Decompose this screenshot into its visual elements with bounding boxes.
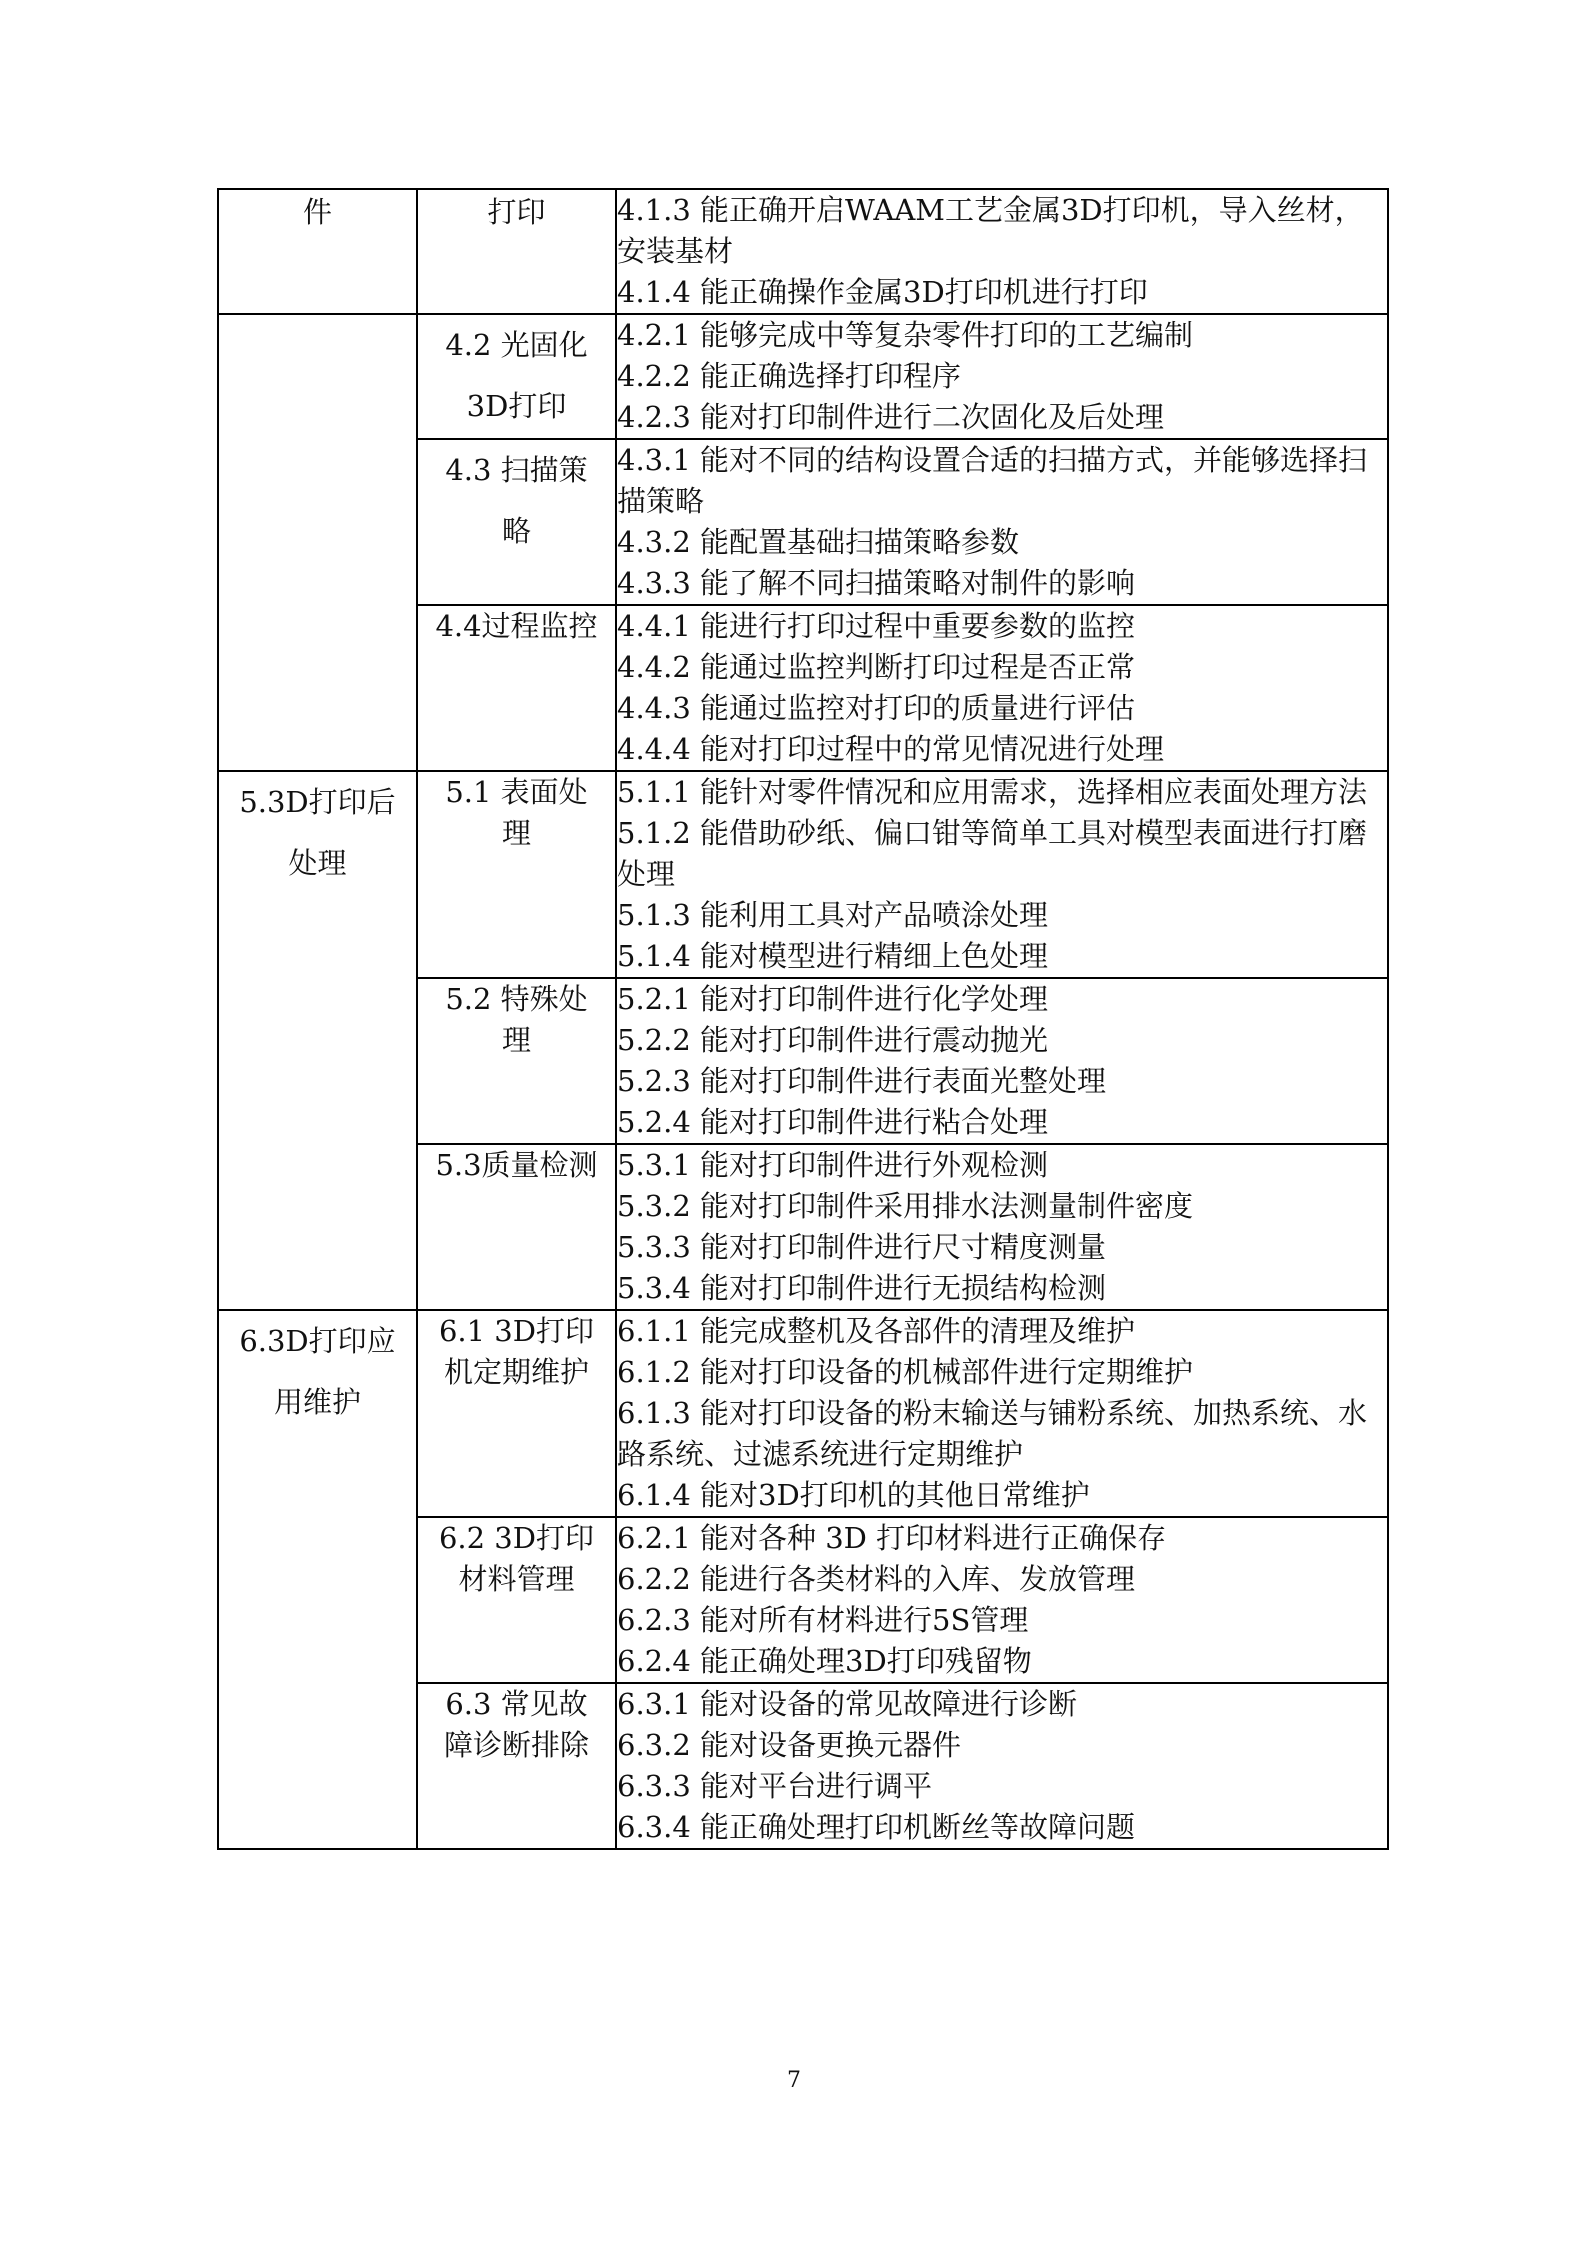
unit-title-line: 材料管理 xyxy=(458,1562,575,1596)
module-cell xyxy=(218,1310,417,1849)
skill-item: 6.2.1 能对各种 3D 打印材料进行正确保存 xyxy=(617,1521,1167,1555)
unit-title-line: 理 xyxy=(501,1023,531,1057)
module-label-line: 用维护 xyxy=(273,1385,361,1419)
unit-title-line: 打印 xyxy=(487,195,546,229)
skill-item: 5.1.2 能借助砂纸、偏口钳等简单工具对模型表面进行打磨处理 xyxy=(617,816,1368,891)
skill-item: 4.3.3 能了解不同扫描策略对制件的影响 xyxy=(617,566,1136,600)
table-row xyxy=(218,314,1388,439)
unit-title-line: 5.1 表面处 xyxy=(445,775,588,809)
skill-item: 4.2.1 能够完成中等复杂零件打印的工艺编制 xyxy=(617,318,1194,352)
skill-item: 5.3.2 能对打印制件采用排水法测量制件密度 xyxy=(617,1189,1194,1223)
skill-item: 6.3.4 能正确处理打印机断丝等故障问题 xyxy=(617,1810,1136,1844)
unit-title-line: 略 xyxy=(501,514,531,548)
skill-items-cell xyxy=(616,189,1388,314)
skill-item: 4.4.4 能对打印过程中的常见情况进行处理 xyxy=(617,732,1165,766)
unit-title-line: 6.1 3D打印 xyxy=(438,1314,595,1348)
module-label-line: 6.3D打印应 xyxy=(239,1324,396,1358)
skill-items-cell xyxy=(616,1144,1388,1310)
table-row xyxy=(218,771,1388,978)
skill-item: 4.3.1 能对不同的结构设置合适的扫描方式，并能够选择扫描策略 xyxy=(617,443,1368,518)
module-label: 件 xyxy=(302,195,332,229)
skill-item: 4.1.3 能正确开启WAAM工艺金属3D打印机，导入丝材，安装基材 xyxy=(617,193,1364,268)
unit-title-line: 6.2 3D打印 xyxy=(438,1521,595,1555)
unit-title-line: 4.3 扫描策 xyxy=(445,453,588,487)
unit-cell xyxy=(417,1683,616,1849)
skill-item: 5.3.4 能对打印制件进行无损结构检测 xyxy=(617,1271,1107,1305)
unit-cell xyxy=(417,1310,616,1517)
skill-item: 4.4.2 能通过监控判断打印过程是否正常 xyxy=(617,650,1136,684)
skill-item: 5.2.2 能对打印制件进行震动抛光 xyxy=(617,1023,1049,1057)
skill-item: 5.1.3 能利用工具对产品喷涂处理 xyxy=(617,898,1049,932)
unit-cell xyxy=(417,439,616,605)
skill-item: 4.4.1 能进行打印过程中重要参数的监控 xyxy=(617,609,1136,643)
skill-item: 4.2.3 能对打印制件进行二次固化及后处理 xyxy=(617,400,1165,434)
unit-title-line: 4.4过程监控 xyxy=(435,609,598,643)
unit-cell xyxy=(417,1517,616,1683)
skill-items-cell xyxy=(616,978,1388,1144)
page-number: 7 xyxy=(787,2068,801,2093)
skill-items-cell xyxy=(616,314,1388,439)
skill-item: 5.1.4 能对模型进行精细上色处理 xyxy=(617,939,1049,973)
skill-item: 5.3.3 能对打印制件进行尺寸精度测量 xyxy=(617,1230,1107,1264)
module-cell xyxy=(218,189,417,314)
unit-cell xyxy=(417,1144,616,1310)
skill-item: 5.2.1 能对打印制件进行化学处理 xyxy=(617,982,1049,1016)
skill-item: 4.4.3 能通过监控对打印的质量进行评估 xyxy=(617,691,1136,725)
unit-title-line: 障诊断排除 xyxy=(443,1728,589,1762)
skill-item: 5.3.1 能对打印制件进行外观检测 xyxy=(617,1148,1049,1182)
unit-title-line: 3D打印 xyxy=(466,389,567,423)
module-label-line: 处理 xyxy=(288,846,347,880)
skill-item: 6.3.1 能对设备的常见故障进行诊断 xyxy=(617,1687,1078,1721)
unit-title-line: 5.3质量检测 xyxy=(435,1148,598,1182)
unit-cell xyxy=(417,314,616,439)
skill-items-cell xyxy=(616,1517,1388,1683)
skill-item: 6.2.3 能对所有材料进行5S管理 xyxy=(617,1603,1029,1637)
skill-item: 6.1.1 能完成整机及各部件的清理及维护 xyxy=(617,1314,1136,1348)
competency-table xyxy=(217,188,1389,1850)
skill-item: 4.2.2 能正确选择打印程序 xyxy=(617,359,962,393)
unit-title-line: 4.2 光固化 xyxy=(445,328,588,362)
skill-item: 4.3.2 能配置基础扫描策略参数 xyxy=(617,525,1020,559)
table-row xyxy=(218,1310,1388,1517)
skill-items-cell xyxy=(616,605,1388,771)
skill-items-cell xyxy=(616,439,1388,605)
module-label xyxy=(219,315,416,317)
unit-title-line: 6.3 常见故 xyxy=(445,1687,588,1721)
competency-table-body xyxy=(218,189,1388,1849)
skill-items-cell xyxy=(616,1683,1388,1849)
table-row xyxy=(218,189,1388,314)
module-cell xyxy=(218,771,417,1310)
unit-cell xyxy=(417,978,616,1144)
skill-item: 6.1.3 能对打印设备的粉末输送与铺粉系统、加热系统、水路系统、过滤系统进行定期维护 xyxy=(617,1396,1368,1471)
skill-item: 6.2.2 能进行各类材料的入库、发放管理 xyxy=(617,1562,1136,1596)
module-cell xyxy=(218,314,417,771)
unit-title-line: 理 xyxy=(501,816,531,850)
unit-cell xyxy=(417,605,616,771)
skill-item: 5.2.4 能对打印制件进行粘合处理 xyxy=(617,1105,1049,1139)
skill-item: 6.1.2 能对打印设备的机械部件进行定期维护 xyxy=(617,1355,1194,1389)
skill-items-cell xyxy=(616,771,1388,978)
skill-item: 5.1.1 能针对零件情况和应用需求，选择相应表面处理方法 xyxy=(617,775,1368,809)
skill-item: 6.2.4 能正确处理3D打印残留物 xyxy=(617,1644,1032,1678)
unit-title-line: 5.2 特殊处 xyxy=(445,982,588,1016)
skill-item: 6.3.2 能对设备更换元器件 xyxy=(617,1728,962,1762)
unit-cell xyxy=(417,189,616,314)
skill-item: 4.1.4 能正确操作金属3D打印机进行打印 xyxy=(617,275,1148,309)
module-label-line: 5.3D打印后 xyxy=(239,785,396,819)
skill-item: 6.3.3 能对平台进行调平 xyxy=(617,1769,933,1803)
skill-items-cell xyxy=(616,1310,1388,1517)
unit-cell xyxy=(417,771,616,978)
skill-item: 6.1.4 能对3D打印机的其他日常维护 xyxy=(617,1478,1090,1512)
skill-item: 5.2.3 能对打印制件进行表面光整处理 xyxy=(617,1064,1107,1098)
unit-title-line: 机定期维护 xyxy=(443,1355,589,1389)
